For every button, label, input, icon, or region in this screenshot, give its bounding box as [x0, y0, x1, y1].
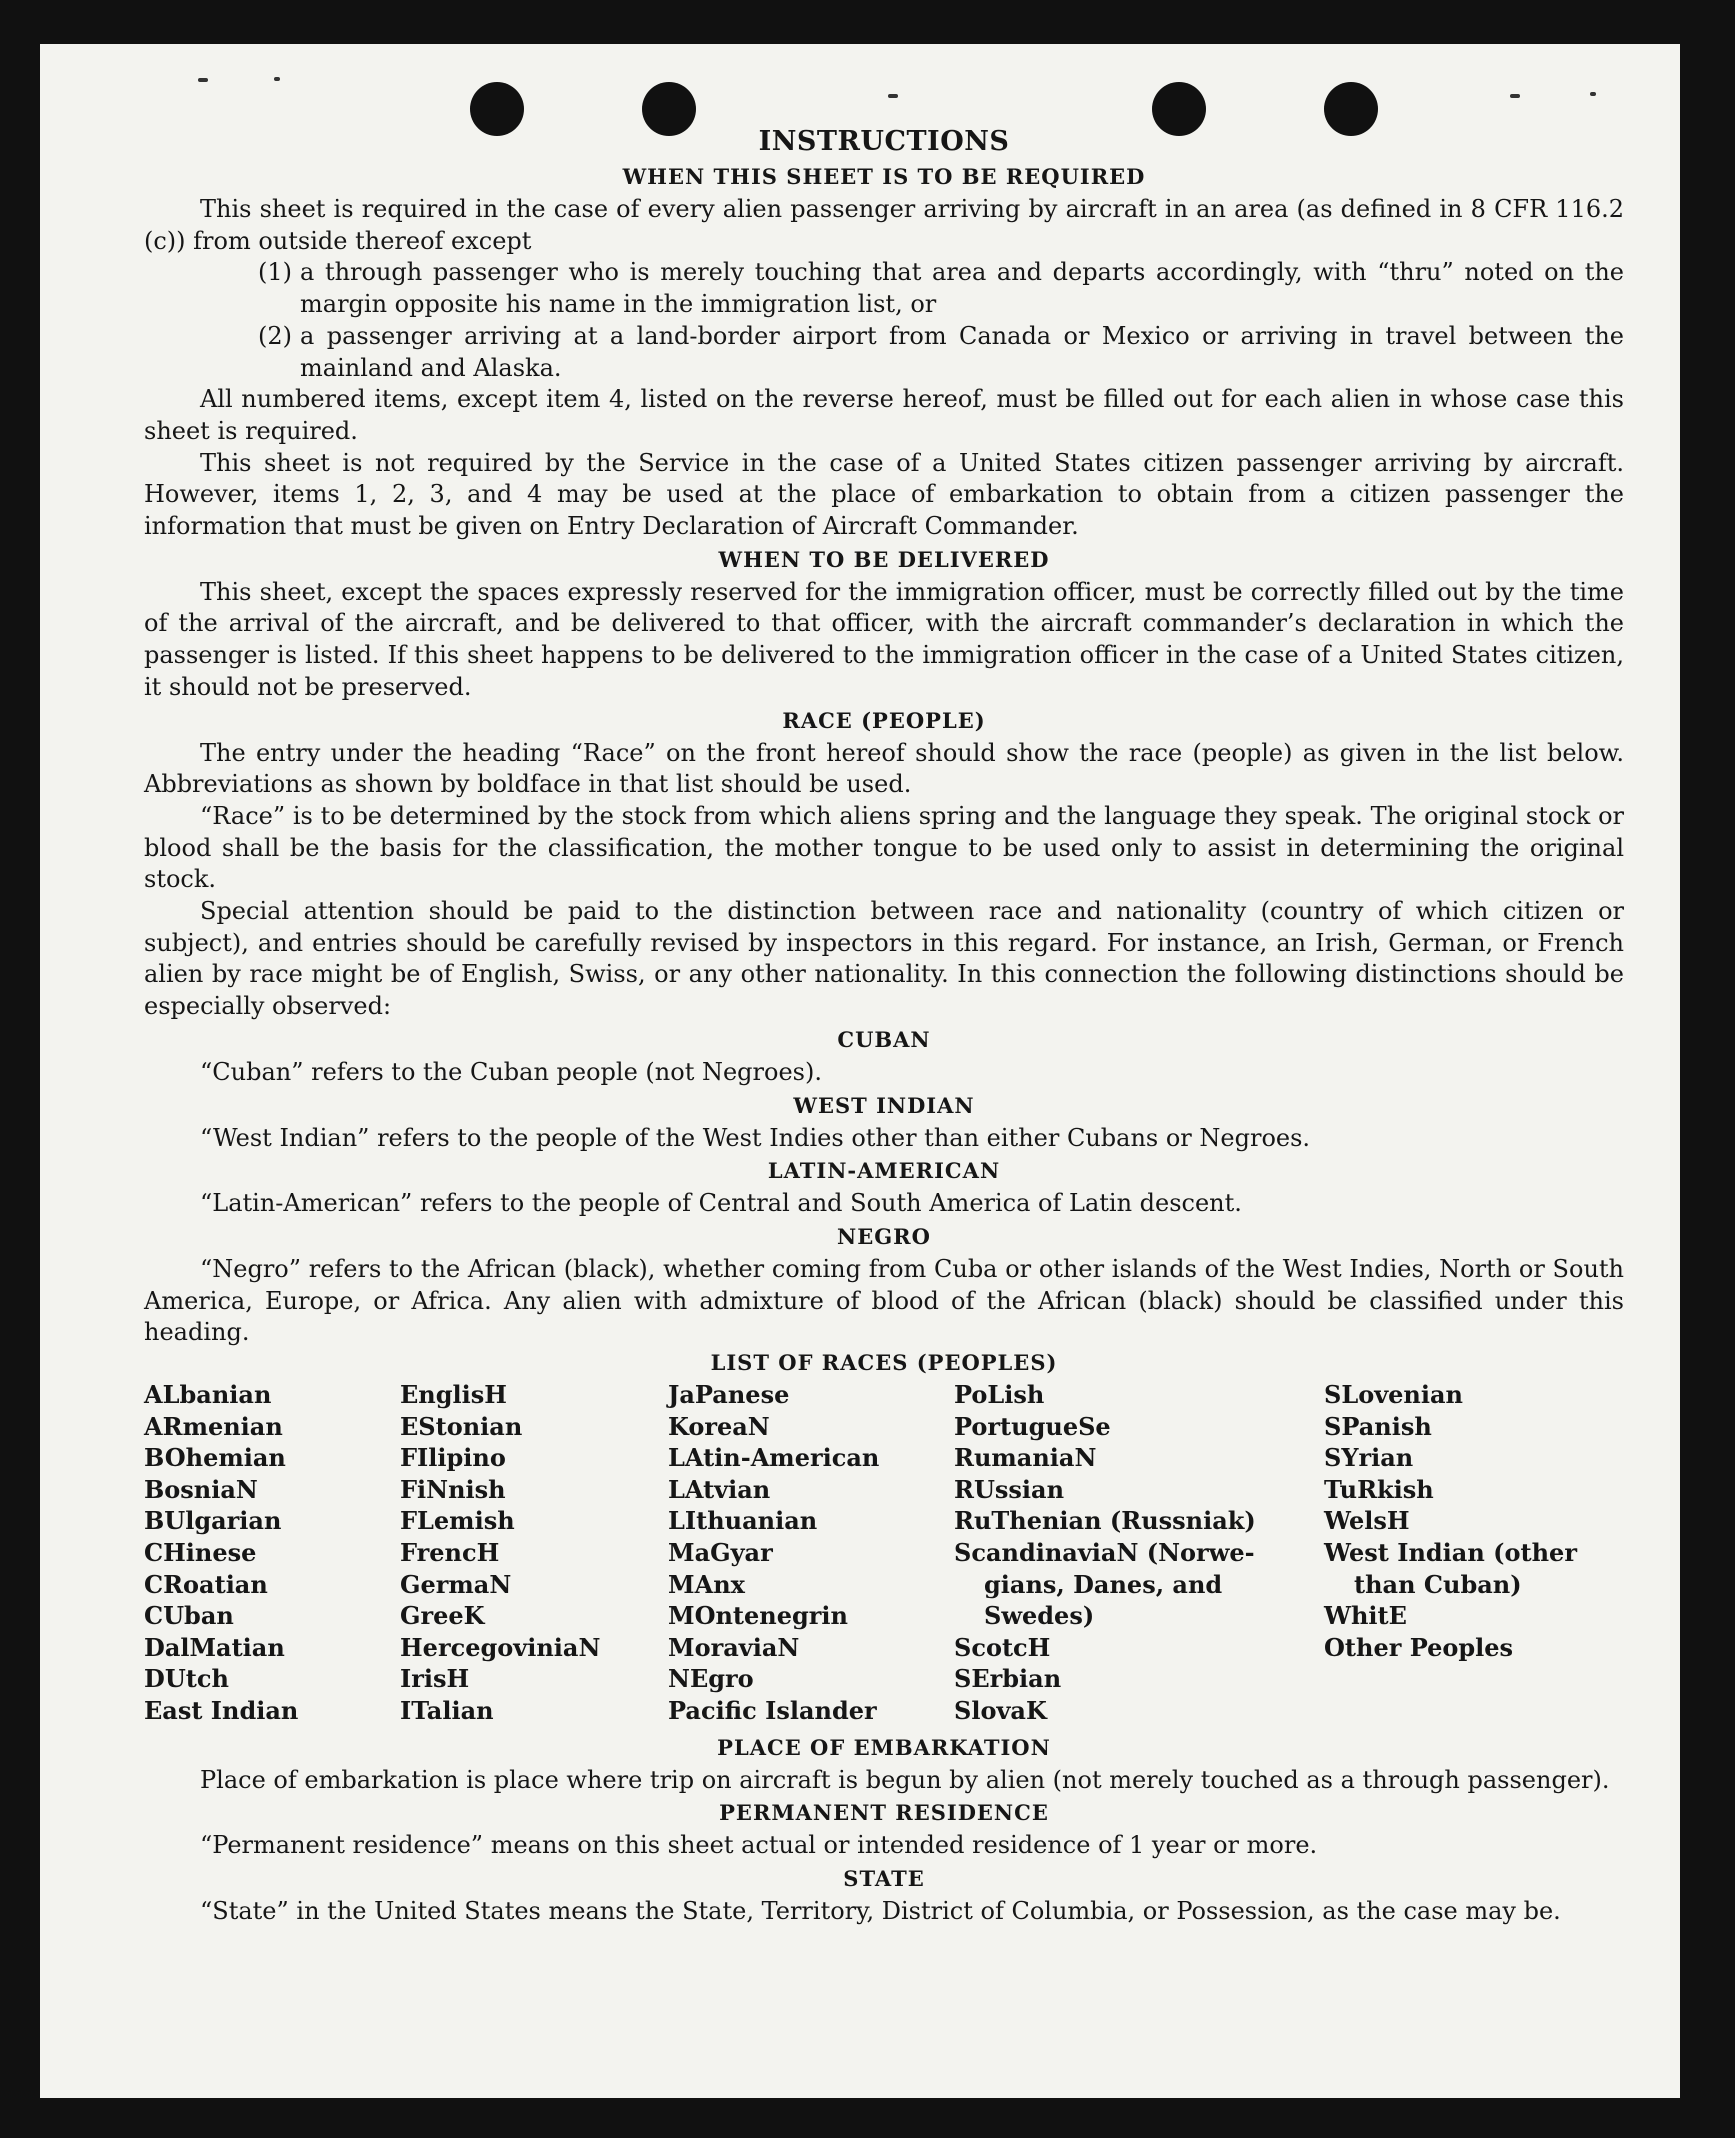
race-entry: LIthuanian — [668, 1506, 818, 1536]
heading-place-of-embarkation: PLACE OF EMBARKATION — [717, 1734, 1051, 1760]
race-entry: PoLish — [954, 1380, 1045, 1410]
speck-mark — [1590, 92, 1596, 96]
race-entry: ARmenian — [144, 1411, 283, 1441]
race-entry: RuThenian (Russniak) — [954, 1506, 1256, 1536]
paragraph: “Negro” refers to the African (black), whether coming from Cuba or other islands of the West Indies, North or South America, Europe, or Africa. Any alien with admixture of blood of the African (black) should be classified under this heading. — [144, 1254, 1624, 1347]
race-entry: EStonian — [400, 1411, 523, 1441]
race-entry: MoraviaN — [668, 1632, 800, 1662]
race-entry: GermaN — [400, 1569, 512, 1599]
race-entry: ScandinaviaN (Norwe- — [954, 1538, 1255, 1568]
race-entry: PortugueSe — [954, 1411, 1111, 1441]
races-column — [668, 1379, 954, 1727]
races-column — [1324, 1379, 1624, 1727]
race-entry: FrencH — [400, 1538, 500, 1568]
race-entry: West Indian (other — [1324, 1538, 1577, 1568]
race-entry: Other Peoples — [1324, 1632, 1514, 1662]
speck-mark — [198, 78, 208, 82]
paragraph: The entry under the heading “Race” on the front hereof should show the race (people) as given in the list below. Abbreviations as shown by boldface in that list should be used. — [144, 738, 1624, 799]
race-entry: FiNnish — [400, 1474, 506, 1504]
races-column — [400, 1379, 668, 1727]
paragraph: Place of embarkation is place where trip on aircraft is begun by alien (not merely touched as a through passenger). — [200, 1765, 1610, 1794]
speck-mark — [888, 94, 898, 98]
race-entry: CRoatian — [144, 1569, 268, 1599]
paragraph: Special attention should be paid to the distinction between race and nationality (country of which citizen or subject), and entries should be carefully revised by inspectors in this regard. For instance, an Irish, German, or French alien by race might be of English, Swiss, or any other nationality. In this connection the following distinctions should be especially observed: — [144, 897, 1624, 1021]
paragraph: “Latin-American” refers to the people of Central and South America of Latin descent. — [200, 1189, 1242, 1218]
race-entry: Swedes) — [984, 1601, 1095, 1631]
race-entry: GreeK — [400, 1601, 485, 1631]
heading-latin-american: LATIN-AMERICAN — [767, 1158, 1001, 1184]
race-entry: FLemish — [400, 1506, 515, 1536]
race-entry: ALbanian — [144, 1380, 272, 1410]
race-entry: SPanish — [1324, 1411, 1432, 1441]
heading-when-required: WHEN THIS SHEET IS TO BE REQUIRED — [622, 164, 1146, 189]
race-entry: BOhemian — [144, 1443, 286, 1473]
race-entry: ITalian — [400, 1696, 494, 1726]
race-entry: CHinese — [144, 1538, 257, 1568]
race-entry: MOntenegrin — [668, 1601, 848, 1631]
race-entry: MAnx — [668, 1569, 745, 1599]
heading-west-indian: WEST INDIAN — [793, 1092, 975, 1118]
race-entry: SlovaK — [954, 1696, 1047, 1726]
race-entry: IrisH — [400, 1664, 470, 1694]
race-entry: TuRkish — [1324, 1474, 1434, 1504]
heading-list-of-races: LIST OF RACES (PEOPLES) — [710, 1350, 1058, 1376]
paragraph: This sheet, except the spaces expressly reserved for the immigration officer, must be correctly filled out by the time of the arrival of the aircraft, and be delivered to that officer, with the aircraft commander’s declaration in which the passenger is listed. If this sheet happens to be delivered to the immigration officer in the case of a United States citizen, it should not be preserved. — [144, 577, 1624, 701]
race-entry: FIlipino — [400, 1443, 506, 1473]
instructions-content — [144, 124, 1624, 1928]
paragraph: This sheet is required in the case of every alien passenger arriving by aircraft in an area (as defined in 8 CFR 116.2 (c)) from outside thereof except — [144, 195, 1624, 255]
race-entry: gians, Danes, and — [984, 1569, 1223, 1599]
document-sheet — [40, 44, 1680, 2098]
list-number: (2) — [258, 321, 292, 350]
race-entry: DUtch — [144, 1664, 229, 1694]
heading-race: RACE (PEOPLE) — [782, 707, 986, 733]
heading-when-delivered: WHEN TO BE DELIVERED — [718, 546, 1050, 572]
race-entry: Pacific Islander — [668, 1696, 877, 1726]
race-entry: JaPanese — [668, 1380, 790, 1410]
paragraph: “Race” is to be determined by the stock from which aliens spring and the language they speak. The original stock or blood shall be the basis for the classification, the mother tongue to be used only to assist in determining the original stock. — [144, 801, 1624, 894]
paragraph: This sheet is not required by the Service in the case of a United States citizen passenger arriving by aircraft. However, items 1, 2, 3, and 4 may be used at the place of embarkation to obtain from a citizen passenger the information that must be given on Entry Declaration of Aircraft Commander. — [144, 448, 1624, 541]
list-item — [144, 321, 1624, 384]
races-table — [144, 1379, 1624, 1727]
race-entry: HercegoviniaN — [400, 1632, 601, 1662]
list-text: a passenger arriving at a land-border airport from Canada or Mexico or arriving in travel between the mainland and Alaska. — [300, 321, 1624, 382]
race-entry: ScotcH — [954, 1632, 1051, 1662]
races-column — [954, 1379, 1324, 1727]
list-number: (1) — [258, 258, 292, 287]
race-entry: KoreaN — [668, 1411, 770, 1441]
race-entry: SYrian — [1324, 1443, 1414, 1473]
race-entry: WhitE — [1324, 1601, 1407, 1631]
race-entry: SErbian — [954, 1664, 1062, 1694]
race-entry: RUssian — [954, 1474, 1065, 1504]
heading-state: STATE — [843, 1866, 925, 1892]
page-title: INSTRUCTIONS — [758, 126, 1010, 157]
race-entry: than Cuban) — [1354, 1569, 1522, 1599]
speck-mark — [1510, 94, 1520, 98]
race-entry: DalMatian — [144, 1632, 285, 1662]
speck-mark — [274, 77, 280, 81]
races-column — [144, 1379, 400, 1727]
race-entry: RumaniaN — [954, 1443, 1097, 1473]
race-entry: NEgro — [668, 1664, 754, 1694]
heading-permanent-residence: PERMANENT RESIDENCE — [719, 1800, 1049, 1826]
paragraph: “West Indian” refers to the people of the West Indies other than either Cubans or Negroes. — [200, 1123, 1311, 1152]
list-text: a through passenger who is merely touching that area and departs accordingly, with “thru” noted on the margin opposite his name in the immigration list, or — [300, 258, 1624, 319]
race-entry: EnglisH — [400, 1380, 507, 1410]
paragraph: “Cuban” refers to the Cuban people (not Negroes). — [200, 1057, 822, 1086]
heading-cuban: CUBAN — [837, 1026, 931, 1052]
race-entry: LAtvian — [668, 1474, 771, 1504]
race-entry: CUban — [144, 1601, 234, 1631]
list-item — [144, 257, 1624, 320]
paragraph: All numbered items, except item 4, listed on the reverse hereof, must be filled out for each alien in whose case this sheet is required. — [144, 385, 1624, 445]
race-entry: SLovenian — [1324, 1380, 1463, 1410]
paragraph: “State” in the United States means the State, Territory, District of Columbia, or Possession, as the case may be. — [200, 1897, 1561, 1926]
race-entry: WelsH — [1324, 1506, 1410, 1536]
race-entry: BUlgarian — [144, 1506, 282, 1536]
paragraph: “Permanent residence” means on this sheet actual or intended residence of 1 year or more. — [200, 1831, 1318, 1860]
race-entry: BosniaN — [144, 1474, 258, 1504]
race-entry: MaGyar — [668, 1538, 773, 1568]
race-entry: LAtin-American — [668, 1443, 880, 1473]
race-entry: East Indian — [144, 1696, 299, 1726]
heading-negro: NEGRO — [837, 1223, 931, 1249]
